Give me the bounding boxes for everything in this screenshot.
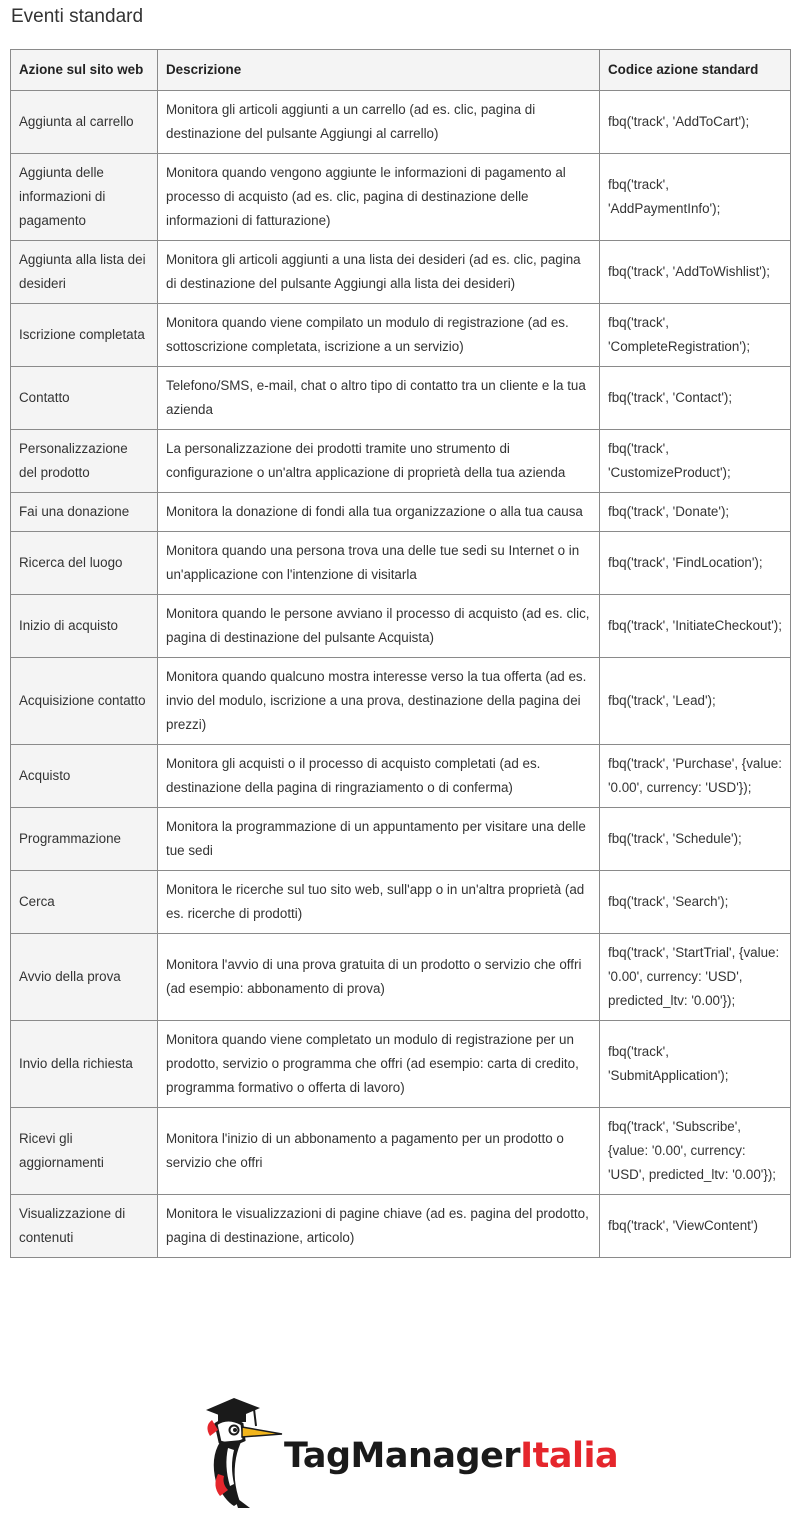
table-row [11,367,791,430]
cell-code: fbq('track', 'Schedule'); [600,808,791,871]
cell-code: fbq('track', 'InitiateCheckout'); [600,595,791,658]
table-row [11,595,791,658]
table-row [11,241,791,304]
cell-code: fbq('track', 'AddToWishlist'); [600,241,791,304]
header-action: Azione sul sito web [11,50,158,91]
cell-description: Monitora quando una persona trova una delle tue sedi su Internet o in un'applicazione con l'intenzione di visitarla [158,532,600,595]
tagmanageritalia-logo [198,1396,619,1510]
logo-text-main: TagManager [284,1436,521,1476]
cell-action: Ricerca del luogo [11,532,158,595]
cell-action: Iscrizione completata [11,304,158,367]
cell-code: fbq('track', 'Purchase', {value: '0.00', currency: 'USD'}); [600,745,791,808]
table-row [11,430,791,493]
table-row [11,493,791,532]
table-row [11,1195,791,1258]
cell-description: Monitora gli articoli aggiunti a una lista dei desideri (ad es. clic, pagina di destinazione del pulsante Aggiungi alla lista dei desideri) [158,241,600,304]
cell-action: Personalizzazione del prodotto [11,430,158,493]
cell-code: fbq('track', 'Search'); [600,871,791,934]
cell-description: Monitora la donazione di fondi alla tua organizzazione o alla tua causa [158,493,600,532]
cell-code: fbq('track', 'Donate'); [600,493,791,532]
cell-description: Monitora le visualizzazioni di pagine chiave (ad es. pagina del prodotto, pagina di destinazione, articolo) [158,1195,600,1258]
table-row [11,808,791,871]
cell-code: fbq('track', 'AddToCart'); [600,91,791,154]
cell-description: La personalizzazione dei prodotti tramite uno strumento di configurazione o un'altra applicazione di proprietà della tua azienda [158,430,600,493]
cell-description: Monitora quando qualcuno mostra interesse verso la tua offerta (ad es. invio del modulo, iscrizione a una prova, destinazione della pagina dei prezzi) [158,658,600,745]
table-row [11,1021,791,1108]
cell-description: Monitora l'avvio di una prova gratuita di un prodotto o servizio che offri (ad esempio: abbonamento di prova) [158,934,600,1021]
cell-description: Monitora le ricerche sul tuo sito web, sull'app o in un'altra proprietà (ad es. ricerche di prodotti) [158,871,600,934]
cell-code: fbq('track', 'FindLocation'); [600,532,791,595]
table-row [11,532,791,595]
cell-description: Monitora quando le persone avviano il processo di acquisto (ad es. clic, pagina di destinazione del pulsante Acquista) [158,595,600,658]
table-row [11,304,791,367]
cell-action: Cerca [11,871,158,934]
cell-action: Inizio di acquisto [11,595,158,658]
woodpecker-mascot-icon [198,1396,288,1510]
cell-code: fbq('track', 'AddPaymentInfo'); [600,154,791,241]
cell-code: fbq('track', 'ViewContent') [600,1195,791,1258]
cell-action: Contatto [11,367,158,430]
cell-description: Monitora gli acquisti o il processo di acquisto completati (ad es. destinazione della pagina di ringraziamento o di conferma) [158,745,600,808]
cell-description: Monitora l'inizio di un abbonamento a pagamento per un prodotto o servizio che offri [158,1108,600,1195]
cell-description: Monitora quando viene compilato un modulo di registrazione (ad es. sottoscrizione completata, iscrizione a un servizio) [158,304,600,367]
cell-action: Invio della richiesta [11,1021,158,1108]
cell-code: fbq('track', 'CompleteRegistration'); [600,304,791,367]
cell-action: Acquisizione contatto [11,658,158,745]
cell-code: fbq('track', 'SubmitApplication'); [600,1021,791,1108]
cell-action: Programmazione [11,808,158,871]
standard-events-table [10,49,791,1258]
cell-code: fbq('track', 'StartTrial', {value: '0.00', currency: 'USD', predicted_ltv: '0.00'}); [600,934,791,1021]
table-row [11,91,791,154]
logo-wordmark [284,1436,618,1476]
cell-action: Aggiunta alla lista dei desideri [11,241,158,304]
logo-text-accent: Italia [520,1436,619,1476]
cell-action: Visualizzazione di contenuti [11,1195,158,1258]
table-row [11,1108,791,1195]
table-row [11,658,791,745]
table-row [11,154,791,241]
cell-code: fbq('track', 'Subscribe', {value: '0.00', currency: 'USD', predicted_ltv: '0.00'}); [600,1108,791,1195]
cell-code: fbq('track', 'Lead'); [600,658,791,745]
header-description: Descrizione [158,50,600,91]
table-header-row [11,50,791,91]
table-row [11,934,791,1021]
cell-description: Monitora quando vengono aggiunte le informazioni di pagamento al processo di acquisto (ad es. clic, pagina di destinazione delle informazioni di fatturazione) [158,154,600,241]
cell-action: Aggiunta delle informazioni di pagamento [11,154,158,241]
cell-action: Acquisto [11,745,158,808]
cell-action: Ricevi gli aggiornamenti [11,1108,158,1195]
cell-description: Telefono/SMS, e-mail, chat o altro tipo di contatto tra un cliente e la tua azienda [158,367,600,430]
cell-code: fbq('track', 'CustomizeProduct'); [600,430,791,493]
page-title: Eventi standard [11,6,144,27]
cell-description: Monitora gli articoli aggiunti a un carrello (ad es. clic, pagina di destinazione del pulsante Aggiungi al carrello) [158,91,600,154]
table-row [11,871,791,934]
cell-description: Monitora quando viene completato un modulo di registrazione per un prodotto, servizio o programma che offri (ad esempio: carta di credito, programma formativo o offerta di lavoro) [158,1021,600,1108]
cell-action: Avvio della prova [11,934,158,1021]
cell-action: Fai una donazione [11,493,158,532]
table-row [11,745,791,808]
cell-code: fbq('track', 'Contact'); [600,367,791,430]
cell-action: Aggiunta al carrello [11,91,158,154]
cell-description: Monitora la programmazione di un appuntamento per visitare una delle tue sedi [158,808,600,871]
header-code: Codice azione standard [600,50,791,91]
